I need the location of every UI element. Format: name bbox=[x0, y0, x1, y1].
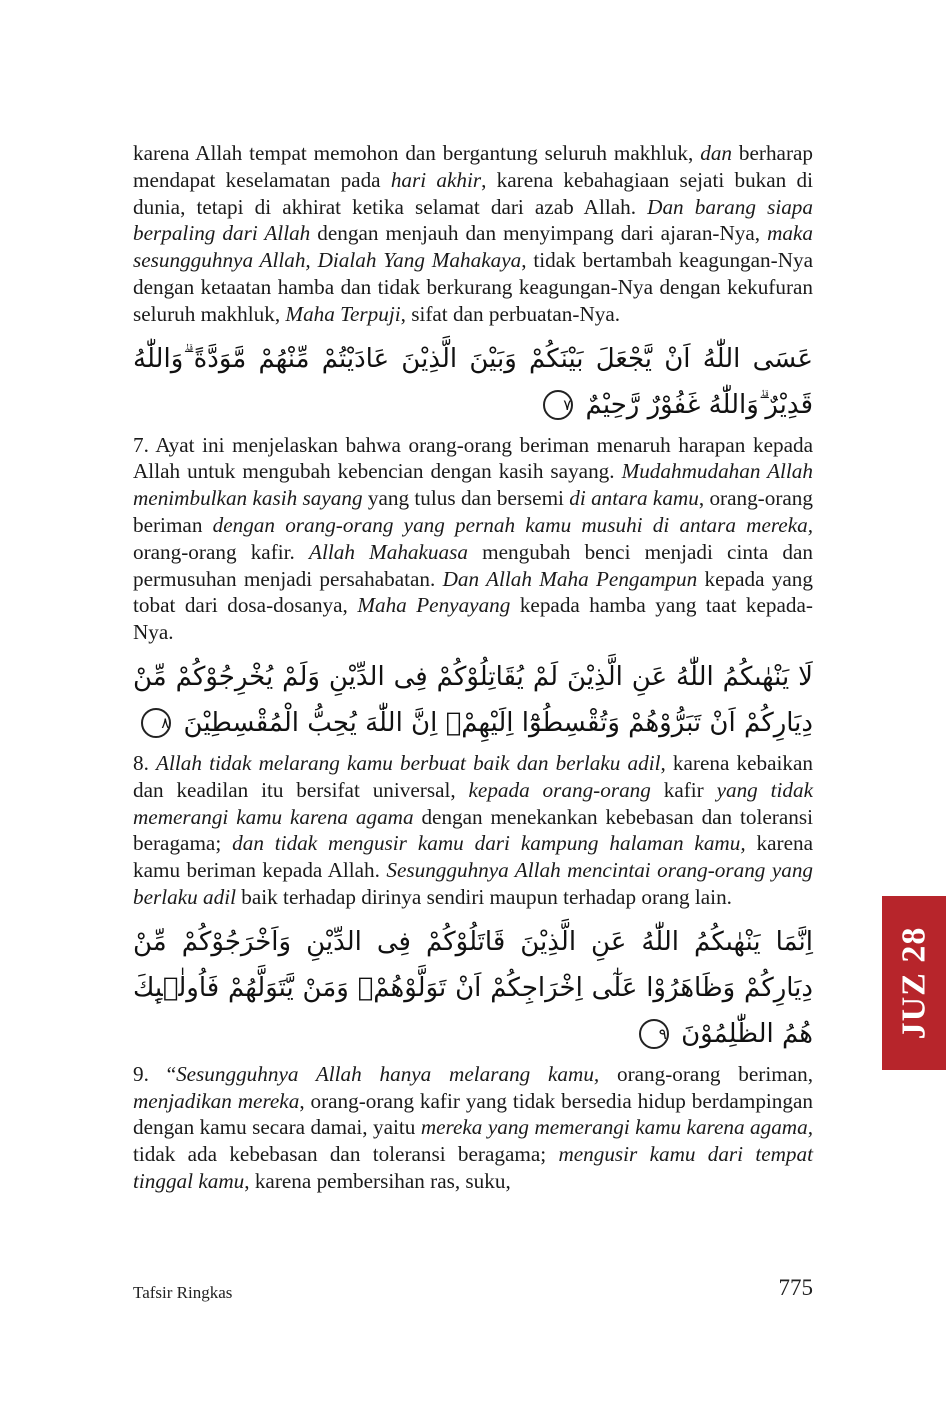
ayah-7-text: عَسَى اللّٰهُ اَنْ يَّجْعَلَ بَيْنَكُمْ وَبَيْنَ الَّذِيْنَ عَادَيْتُمْ مِّنْهُمْ مَّوَدَّةً ۗوَاللّٰهُ قَدِيْرٌ ۗوَاللّٰهُ غَفُوْرٌ رَّحِيْمٌ bbox=[133, 343, 813, 420]
ayah-number-marker: ٨ bbox=[141, 708, 171, 738]
italic-run: menjadikan mereka bbox=[133, 1088, 300, 1113]
italic-run: Sesungguhnya Allah mencintai orang-orang yang berlaku adil bbox=[133, 858, 814, 909]
text-run: 9. “ bbox=[133, 1061, 177, 1086]
italic-run: Mudahmudahan Allah menimbulkan kasih sayang bbox=[133, 459, 813, 511]
ayah-number-marker: ٧ bbox=[543, 390, 573, 420]
text-run: karena kamu beriman kepada Allah. bbox=[133, 831, 813, 883]
text-run: tidak ada kebebasan dan toleransi beragama; bbox=[133, 1142, 559, 1167]
italic-run: mereka yang memerangi kamu karena agama, bbox=[420, 1115, 813, 1140]
ayah-7-arabic bbox=[133, 336, 813, 428]
text-run: , karena kebahagiaan sejati bukan di dunia, tetapi di akhirat ketika selamat dari azab Allah. bbox=[133, 167, 813, 219]
footer-book-title: Tafsir Ringkas bbox=[133, 1283, 233, 1302]
ayah-9-arabic bbox=[133, 919, 813, 1057]
italic-run: kepada orang-orang bbox=[468, 777, 651, 802]
text-run: dengan menjauh dan menyimpang dari ajaran-Nya, bbox=[310, 221, 768, 246]
text-run: 8. bbox=[133, 750, 157, 775]
text-run: kafir bbox=[650, 777, 717, 802]
footer-page-number: 775 bbox=[778, 1275, 813, 1300]
text-run: dengan menekankan kebebasan dan toleransi beragama; bbox=[133, 804, 813, 856]
italic-run: di antara kamu bbox=[569, 486, 699, 511]
text-run: 7. Ayat ini menjelaskan bahwa orang-orang beriman menaruh harapan kepada Allah untuk mengubah kebencian dengan kasih sayang. bbox=[133, 432, 813, 484]
tafsir-paragraph-7 bbox=[133, 432, 813, 646]
tafsir-paragraph-8 bbox=[133, 750, 813, 911]
text-run: , karena kebaikan dan keadilan itu bersifat universal, bbox=[133, 750, 813, 802]
italic-run: Maha Terpuji bbox=[285, 301, 401, 326]
italic-run: Allah tidak melarang kamu berbuat baik dan berlaku adil bbox=[156, 750, 661, 775]
text-run: , karena pembersihan ras, suku, bbox=[244, 1168, 511, 1193]
text-run: karena Allah tempat memohon dan bergantung seluruh makhluk, bbox=[133, 141, 701, 165]
italic-run: maka sesungguhnya Allah, Dialah Yang Mahakaya bbox=[133, 221, 813, 273]
text-run: kepada yang tobat dari dosa-dosanya, bbox=[133, 566, 813, 618]
ayah-8-arabic bbox=[133, 654, 813, 746]
text-run: orang-orang kafir. bbox=[133, 539, 310, 564]
tafsir-paragraph-6 bbox=[133, 140, 813, 328]
italic-run: Dan barang siapa berpaling dari Allah bbox=[133, 194, 813, 246]
juz-label: JUZ 28 bbox=[895, 926, 933, 1040]
text-run: baik terhadap dirinya sendiri maupun terhadap orang lain. bbox=[235, 884, 732, 909]
text-run: orang-orang beriman, bbox=[599, 1061, 813, 1086]
italic-run: yang tidak memerangi kamu karena agama bbox=[133, 777, 813, 829]
text-run: , sifat dan perbuatan-Nya. bbox=[400, 301, 621, 326]
text-run: mengubah benci menjadi cinta dan permusuhan menjadi persahabatan. bbox=[133, 539, 814, 591]
text-run: berharap mendapat keselamatan pada bbox=[133, 141, 813, 192]
italic-run: Maha Penyayang bbox=[357, 593, 511, 618]
ayah-number-marker: ٩ bbox=[639, 1019, 669, 1049]
tafsir-paragraph-9 bbox=[133, 1061, 813, 1195]
italic-run: Sesungguhnya Allah hanya melarang kamu, bbox=[176, 1061, 600, 1086]
text-run: kepada hamba yang taat kepada-Nya. bbox=[133, 593, 813, 645]
text-run: , orang-orang kafir yang tidak bersedia hidup berdampingan dengan kamu secara damai, yaitu bbox=[133, 1088, 813, 1140]
text-run: yang tulus dan bersemi bbox=[362, 486, 570, 511]
text-run: , tidak bertambah keagungan-Nya dengan ketaatan hamba dan tidak berkurang keagungan-Nya dengan kekufuran seluruh makhluk, bbox=[133, 248, 813, 326]
page-body bbox=[133, 140, 813, 1195]
italic-run: dengan orang-orang yang pernah kamu musuhi di antara mereka, bbox=[212, 512, 814, 537]
ayah-8-text: لَا يَنْهٰىكُمُ اللّٰهُ عَنِ الَّذِيْنَ لَمْ يُقَاتِلُوْكُمْ فِى الدِّيْنِ وَلَمْ يُخْرِجُوْكُمْ مِّنْ دِيَارِكُمْ اَنْ تَبَرُّوْهُمْ وَتُقْسِطُوْٓا اِلَيْهِمْۗ اِنَّ اللّٰهَ يُحِبُّ الْمُقْسِطِيْنَ bbox=[133, 661, 813, 738]
italic-run: Dan Allah Maha Pengampun bbox=[442, 566, 698, 591]
italic-run: mengusir kamu dari tempat tinggal kamu bbox=[133, 1142, 814, 1193]
text-run: , orang-orang beriman bbox=[133, 486, 813, 537]
juz-tab bbox=[882, 896, 946, 1070]
italic-run: Allah Mahakuasa bbox=[309, 539, 468, 564]
italic-run: dan tidak mengusir kamu dari kampung halaman kamu, bbox=[232, 831, 746, 856]
ayah-9-text: اِنَّمَا يَنْهٰىكُمُ اللّٰهُ عَنِ الَّذِيْنَ قَاتَلُوْكُمْ فِى الدِّيْنِ وَاَخْرَجُوْكُمْ مِّنْ دِيَارِكُمْ وَظَاهَرُوْا عَلٰٓى اِخْرَاجِكُمْ اَنْ تَوَلَّوْهُمْۚ وَمَنْ يَّتَوَلَّهُمْ فَاُولٰۤىِٕكَ هُمُ الظّٰلِمُوْنَ bbox=[133, 926, 813, 1049]
italic-run: dan bbox=[700, 141, 732, 165]
italic-run: hari akhir bbox=[390, 167, 482, 192]
